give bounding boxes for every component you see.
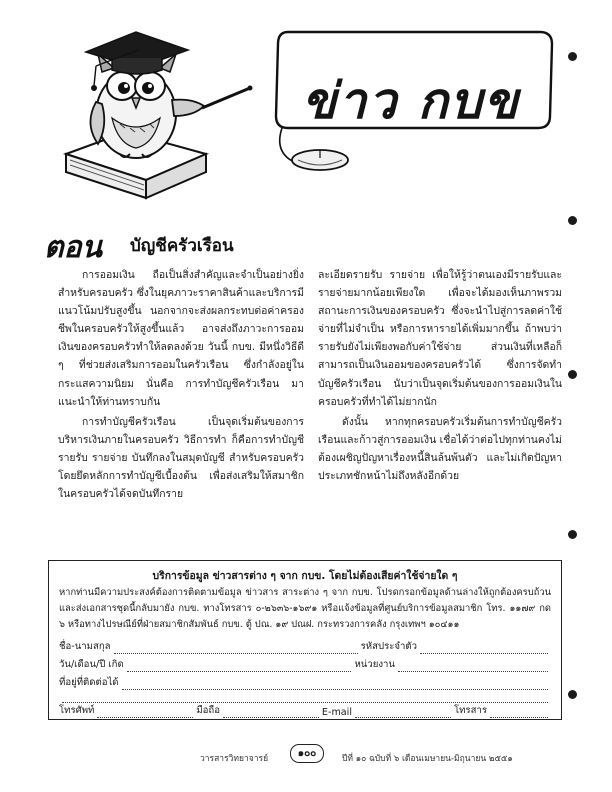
article-column-left [58, 266, 304, 503]
name-label: ชื่อ-นามสกุล [59, 641, 111, 652]
page-number: ๑๐๐ [290, 744, 324, 763]
form-row-contact-line [59, 693, 551, 703]
section-label: ตอน [44, 230, 103, 265]
binder-hole-4 [568, 530, 577, 539]
birth-date-field[interactable] [127, 662, 352, 672]
subscription-form-box [48, 560, 562, 720]
binder-hole-3 [568, 370, 577, 379]
binder-hole-5 [568, 690, 577, 699]
address-field[interactable] [122, 680, 548, 690]
email-field[interactable] [355, 708, 451, 718]
article-paragraph: การออมเงิน ถือเป็นสิ่งสำคัญและจำเป็นอย่างยิ่งสำหรับครอบครัว ซึ่งในยุคภาวะราคาสินค้าและบริการมีแนวโน้มปรับสูงขึ้น นอกจากจะส่งผลกระทบต่อค่าครองชีพในครอบครัวให้สูงขึ้นแล้ว อาจส่งถึงภาวะการออมเงินของครอบครัวทำให้ลดลงด้วย วันนี้ กบข. มีหนึ่งวิธีดี ๆ ที่ช่วยส่งเสริมการออมในครัวเรือน ซึ่งกำลังอยู่ในกระแสความนิยม นั่นคือ การทำบัญชีครัวเรือน มาแนะนำให้ท่านทราบกัน [58, 269, 304, 408]
citizen-id-label: รหัสประจำตัว [360, 641, 417, 652]
binder-hole-1 [568, 52, 577, 61]
article-paragraph: ละเอียดรายรับ รายจ่าย เพื่อให้รู้ว่าตนเองมีรายรับและรายจ่ายมากน้อยเพียงใด เพื่อจะได้มองเห็นภาพรวมสถานะการเงินของครอบครัว ซึ่งจะนำไปสู่การลดค่าใช้จ่ายที่ไม่จำเป็น หรือการหารายได้เพิ่มมากขึ้น ถ้าพบว่ารายรับยังไม่เพียงพอกับค่าใช้จ่าย ส่วนเงินที่เหลือก็สามารถเป็นเงินออมของครอบครัวได้ ซึ่งการจัดทำบัญชีครัวเรือน นับว่าเป็นจุดเริ่มต้นของการออมเงินในครอบครัวที่ทำได้ไม่ยากนัก [318, 269, 562, 408]
address-label: ที่อยู่ที่ติดต่อได้ [59, 677, 119, 688]
issue-info: ปีที่ ๑๐ ฉบับที่ ๖ เดือนเมษายน-มิถุนายน ๒๕๕๑ [342, 754, 513, 764]
citizen-id-field[interactable] [420, 644, 548, 654]
form-row-contact [59, 703, 551, 718]
form-instructions: หากท่านมีความประสงค์ต้องการติดตามข้อมูล ข่าวสาร สาระต่าง ๆ จาก กบข. โปรดกรอกข้อมูลด้านล่างให้ถูกต้องครบถ้วน และส่งเอกสารชุดนี้กลับมายัง กบข. ทางโทรสาร ๐-๒๖๓๖-๑๖๙๑ หรือแจ้งข้อมูลที่ศูนย์บริการข้อมูลสมาชิก โทร. ๑๑๗๙ กด ๖ หรือทางไปรษณีย์ที่ฝ่ายสมาชิกสัมพันธ์ กบข. ตู้ ปณ. ๑๙ ปณฝ. กระทรวงการคลัง กรุงเทพฯ ๑๐๔๑๑ [59, 587, 551, 630]
phone-field[interactable] [97, 708, 193, 718]
email-label: E-mail [321, 707, 353, 718]
journal-name: วารสารวิทยาจารย์ [200, 754, 269, 764]
form-row-name [59, 639, 551, 654]
form-row-address [59, 675, 551, 690]
section-title: บัญชีครัวเรือน [130, 236, 234, 256]
birth-date-label: วัน/เดือน/ปี เกิด [59, 659, 124, 670]
fax-field[interactable] [490, 708, 548, 718]
owl-mascot-illustration [56, 14, 256, 204]
address-field-continued[interactable] [62, 693, 548, 703]
article-column-right [318, 266, 562, 485]
agency-field[interactable] [398, 662, 548, 672]
phone-label: โทรศัพท์ [59, 705, 95, 716]
form-heading: บริการข้อมูล ข่าวสารต่าง ๆ จาก กบข. โดยไม่ต้องเสียค่าใช้จ่ายใด ๆ [152, 570, 458, 582]
form-row-birth [59, 657, 551, 672]
header-title: ข่าว กบข [302, 71, 520, 130]
binder-hole-2 [568, 216, 577, 225]
mobile-label: มือถือ [196, 705, 220, 716]
fax-label: โทรสาร [453, 705, 487, 716]
article-paragraph: การทำบัญชีครัวเรือน เป็นจุดเริ่มต้นของการบริหารเงินภายในครอบครัว วิธีการทำ ก็คือการทำบัญชีรายรับ รายจ่าย บันทึกลงในสมุดบัญชี สำหรับครอบครัว โดยยึดหลักการทำบัญชีเบื้องต้น เพื่อส่งเสริมให้สมาชิกในครอบครัวได้จดบันทึกราย [58, 415, 304, 501]
article-paragraph: ดังนั้น หากทุกครอบครัวเริ่มต้นการทำบัญชีครัวเรือนและก้าวสู่การออมเงิน เชื่อได้ว่าต่อไปทุกท่านคงไม่ต้องเผชิญปัญหาเรื่องหนี้สินล้นพ้นตัว และไม่เกิดปัญหาประเภทชักหน้าไม่ถึงหลังอีกด้วย [318, 415, 562, 483]
name-field[interactable] [114, 644, 358, 654]
agency-label: หน่วยงาน [354, 659, 395, 670]
mobile-field[interactable] [223, 708, 319, 718]
